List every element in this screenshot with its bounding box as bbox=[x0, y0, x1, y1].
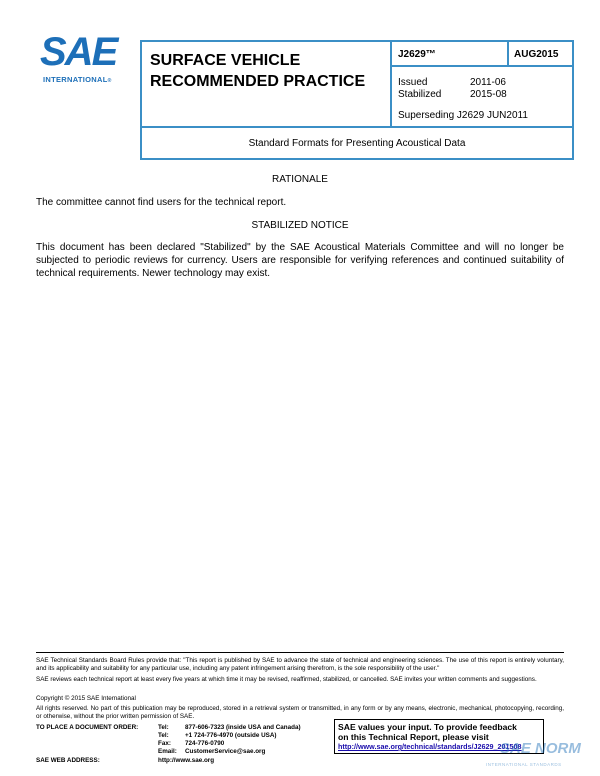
contact-list bbox=[158, 724, 338, 756]
contact-value[interactable]: CustomerService@sae.org bbox=[185, 748, 266, 755]
stabilized-label: Stabilized bbox=[398, 89, 442, 100]
sae-logo bbox=[40, 30, 130, 86]
footer-rule bbox=[36, 652, 564, 653]
web-address-label: SAE WEB ADDRESS: bbox=[36, 757, 100, 764]
contact-row bbox=[158, 724, 338, 732]
feedback-link[interactable]: http://www.sae.org/technical/standards/J2629_201508 bbox=[338, 742, 522, 751]
watermark-sub: INTERNATIONAL STANDARDS bbox=[486, 762, 562, 767]
header-divider-title bbox=[140, 126, 574, 128]
document-type bbox=[150, 50, 365, 92]
contact-label: Tel: bbox=[158, 732, 169, 739]
stabilized-text: This document has been declared "Stabilized" by the SAE Acoustical Materials Committee and will no longer be subjected to periodic reviews for currency. Users are responsible for verifying references and continued suitability of technical requirements. Newer technology may exist. bbox=[36, 242, 564, 279]
rationale-heading: RATIONALE bbox=[272, 174, 328, 185]
feedback-line2: on this Technical Report, please visit bbox=[338, 732, 489, 742]
web-address-value[interactable]: http://www.sae.org bbox=[158, 757, 215, 764]
order-label: TO PLACE A DOCUMENT ORDER: bbox=[36, 724, 139, 731]
contact-row bbox=[158, 748, 338, 756]
superseding-note: Superseding J2629 JUN2011 bbox=[398, 110, 528, 121]
header-divider-date bbox=[507, 40, 509, 66]
footer-rights-text: All rights reserved. No part of this publication may be reproduced, stored in a retrieval system or transmitted, in any form or by any means, electronic, mechanical, photocopying, recording, or otherwise, without the prior written permission of SAE. bbox=[36, 705, 564, 720]
contact-row bbox=[158, 732, 338, 740]
feedback-line1: SAE values your input. To provide feedback bbox=[338, 722, 517, 732]
watermark-text: SAE NORM bbox=[500, 740, 581, 757]
header-divider-number bbox=[390, 65, 574, 67]
contact-label: Fax: bbox=[158, 740, 171, 747]
contact-value: 724-776-0790 bbox=[185, 740, 225, 747]
registered-mark: ® bbox=[107, 78, 112, 84]
footer-review-text: SAE reviews each technical report at least every five years at which time it may be revised, reaffirmed, stabilized, or cancelled. SAE invites your written comments and suggestions. bbox=[36, 676, 537, 683]
contact-row bbox=[158, 740, 338, 748]
sae-logo-brand: SAE bbox=[40, 30, 117, 74]
issued-label: Issued bbox=[398, 77, 428, 88]
sae-logo-sub: INTERNATIONAL bbox=[43, 75, 108, 84]
contact-label: Tel: bbox=[158, 724, 169, 731]
document-type-line2: RECOMMENDED PRACTICE bbox=[150, 73, 366, 90]
document-type-line1: SURFACE VEHICLE bbox=[150, 52, 301, 69]
contact-label: Email: bbox=[158, 748, 177, 755]
rationale-text: The committee cannot find users for the technical report. bbox=[36, 197, 287, 208]
footer-rules-text: SAE Technical Standards Board Rules provide that: "This report is published by SAE to advance the state of technical and engineering sciences. The use of this report is entirely voluntary, and its applicability and suitability for any particular use, including any patent infringement arising therefrom, is the sole responsibility of the user." bbox=[36, 657, 564, 672]
contact-value: +1 724-776-4970 (outside USA) bbox=[185, 732, 277, 739]
stabilized-heading: STABILIZED NOTICE bbox=[251, 220, 349, 231]
header-divider-vertical bbox=[390, 40, 392, 128]
document-number: J2629™ bbox=[398, 49, 436, 60]
footer-copyright: Copyright © 2015 SAE International bbox=[36, 695, 136, 702]
contact-value: 877-606-7323 (inside USA and Canada) bbox=[185, 724, 301, 731]
stabilized-value: 2015-08 bbox=[470, 89, 507, 100]
document-date: AUG2015 bbox=[514, 49, 559, 60]
issued-value: 2011-06 bbox=[470, 77, 506, 88]
document-title: Standard Formats for Presenting Acoustical Data bbox=[248, 138, 466, 149]
watermark bbox=[478, 740, 596, 774]
